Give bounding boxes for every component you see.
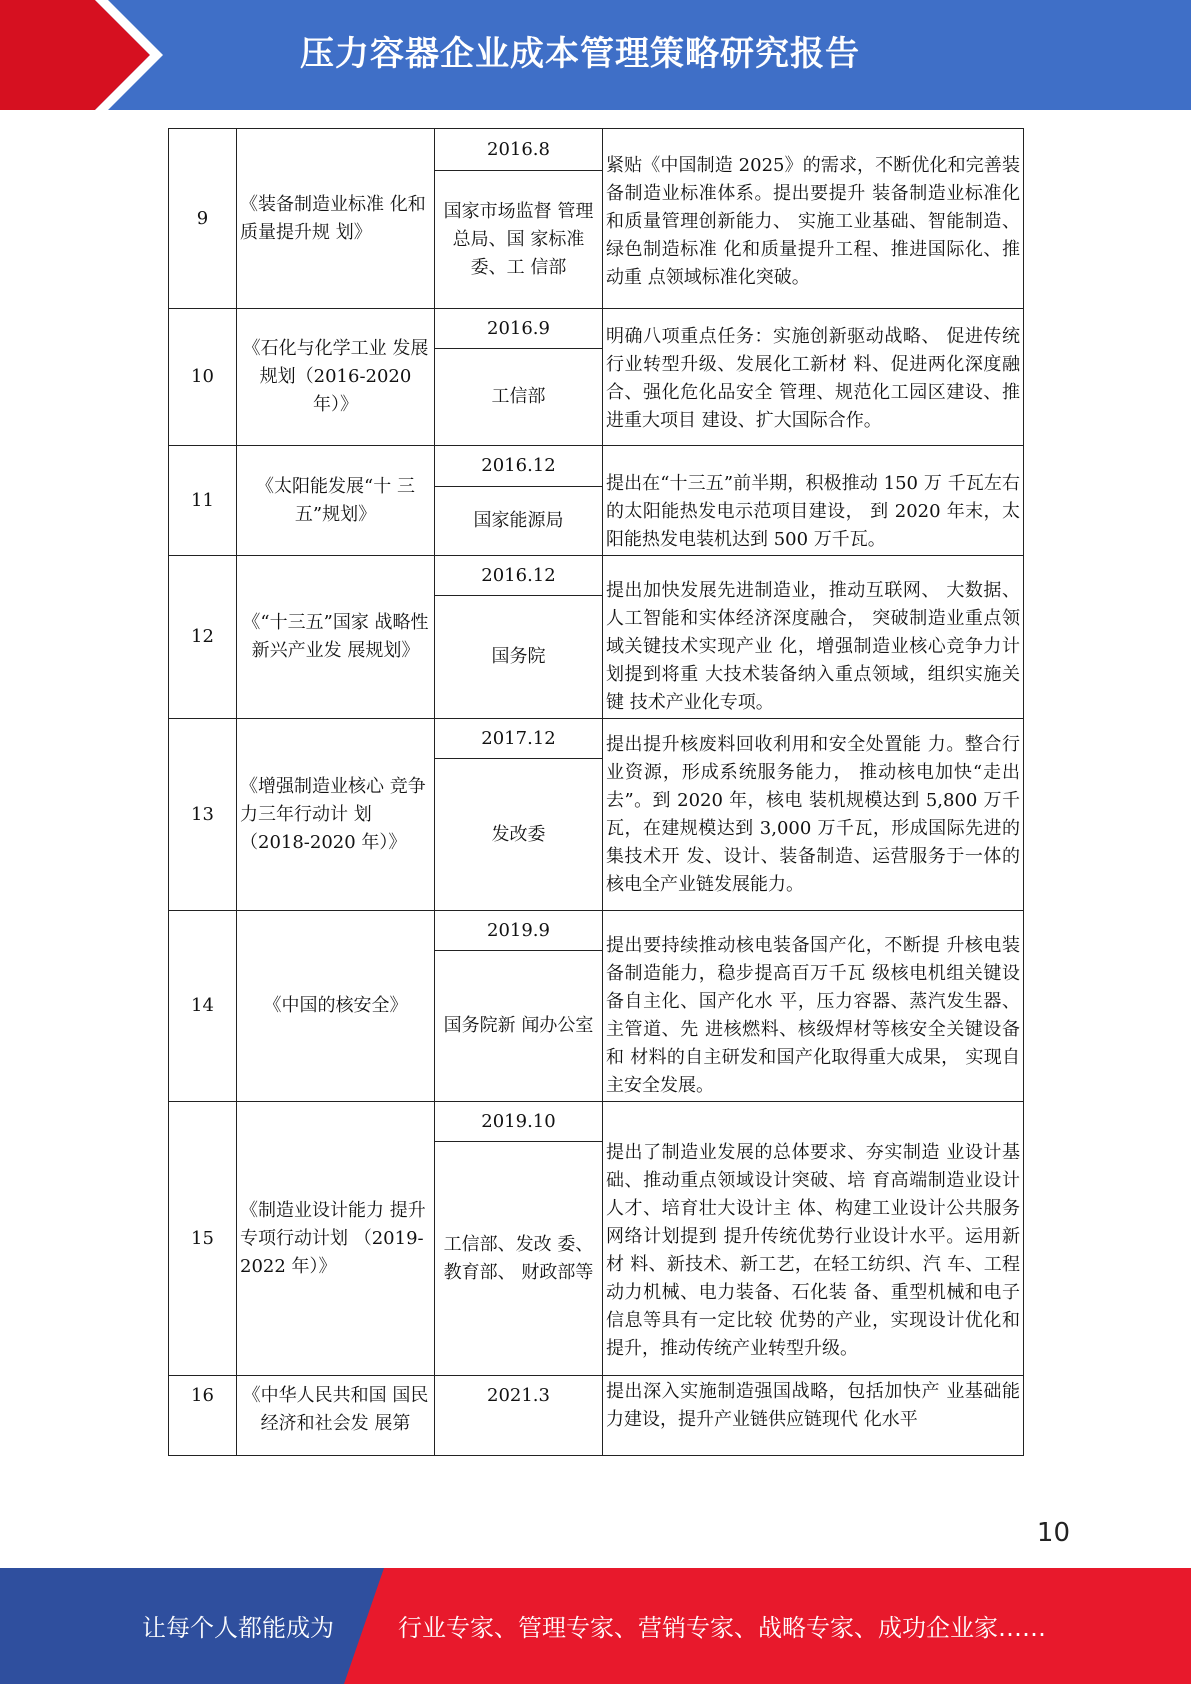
policy-name: 《石化与化学工业 发展规划（2016-2020 年）》 bbox=[237, 309, 435, 446]
policy-description: 提出要持续推动核电装备国产化，不断提 升核电装备制造能力，稳步提高百万千瓦 级核电机组关键设备自主化、国产化水 平，压力容器、蒸汽发生器、主管道、先 进核燃料、核级焊材等核安全关键设备和 材料的自主研发和国产化取得重大成果， 实现自主安全发展。 bbox=[603, 911, 1024, 1102]
policy-description: 提出了制造业发展的总体要求、夯实制造 业设计基础、推动重点领域设计突破、培 育高端制造业设计人才、培育壮大设计主 体、构建工业设计公共服务网络计划提到 提升传统优势行业设计水平。运用新材 料、新技术、新工艺，在轻工纺织、汽 车、工程动力机械、电力装备、石化装 备、重型机械和电子信息等具有一定比较 优势的产业，实现设计优化和提升，推动传统产业转型升级。 bbox=[603, 1102, 1024, 1376]
header-arrow-decoration bbox=[0, 0, 160, 110]
table-row bbox=[169, 556, 1024, 596]
policy-date: 2016.8 bbox=[435, 129, 603, 171]
policy-table-container bbox=[168, 128, 1023, 1434]
table-row bbox=[169, 1102, 1024, 1142]
row-number: 13 bbox=[169, 719, 237, 911]
policy-description: 紧贴《中国制造 2025》的需求，不断优化和完善装备制造业标准体系。提出要提升 装备制造业标准化和质量管理创新能力、 实施工业基础、智能制造、绿色制造标准 化和质量提升工程、推进国际化、推动重 点领域标准化突破。 bbox=[603, 129, 1024, 309]
policy-date: 2019.10 bbox=[435, 1102, 603, 1142]
policy-department: 国务院新 闻办公室 bbox=[435, 951, 603, 1102]
policy-department: 国家市场监督 管理总局、国 家标准委、工 信部 bbox=[435, 171, 603, 309]
table-row bbox=[169, 129, 1024, 171]
page-number: 10 bbox=[1036, 1518, 1070, 1548]
table-row bbox=[169, 719, 1024, 759]
row-number: 15 bbox=[169, 1102, 237, 1376]
policy-date: 2016.12 bbox=[435, 556, 603, 596]
row-number: 9 bbox=[169, 129, 237, 309]
report-title: 压力容器企业成本管理策略研究报告 bbox=[300, 34, 860, 74]
row-number: 10 bbox=[169, 309, 237, 446]
table-row bbox=[169, 1376, 1024, 1456]
footer-slogan-right: 行业专家、管理专家、营销专家、战略专家、成功企业家…… bbox=[398, 1614, 1046, 1642]
policy-description: 提出在“十三五”前半期，积极推动 150 万 千瓦左右的太阳能热发电示范项目建设， 到 2020 年末，太阳能热发电装机达到 500 万千瓦。 bbox=[603, 446, 1024, 556]
policy-description: 提出提升核废料回收利用和安全处置能 力。整合行业资源，形成系统服务能力， 推动核电加快“走出去”。到 2020 年，核电 装机规模达到 5,800 万千瓦，在建规模达到 3,000 万千瓦，形成国际先进的集技术开 发、设计、装备制造、运营服务于一体的 核电全产业链发展能力。 bbox=[603, 719, 1024, 911]
page-header bbox=[0, 0, 1191, 110]
policy-date: 2017.12 bbox=[435, 719, 603, 759]
policy-department: 国务院 bbox=[435, 596, 603, 719]
table-row bbox=[169, 446, 1024, 487]
policy-date: 2016.9 bbox=[435, 309, 603, 349]
policy-name: 《中国的核安全》 bbox=[237, 911, 435, 1102]
policy-date: 2016.12 bbox=[435, 446, 603, 487]
footer-slogan-left: 让每个人都能成为 bbox=[142, 1614, 334, 1642]
policy-name: 《“十三五”国家 战略性新兴产业发 展规划》 bbox=[237, 556, 435, 719]
policy-date: 2019.9 bbox=[435, 911, 603, 951]
row-number: 16 bbox=[169, 1376, 237, 1456]
page-footer bbox=[0, 1568, 1191, 1684]
policy-description: 明确八项重点任务：实施创新驱动战略、 促进传统行业转型升级、发展化工新材 料、促进两化深度融合、强化危化品安全 管理、规范化工园区建设、推进重大项目 建设、扩大国际合作。 bbox=[603, 309, 1024, 446]
policy-name: 《制造业设计能力 提升专项行动计划 （2019-2022 年）》 bbox=[237, 1102, 435, 1376]
row-number: 12 bbox=[169, 556, 237, 719]
policy-name: 《装备制造业标准 化和质量提升规 划》 bbox=[237, 129, 435, 309]
policy-description: 提出深入实施制造强国战略，包括加快产 业基础能力建设，提升产业链供应链现代 化水平 bbox=[603, 1376, 1024, 1456]
policy-department: 工信部 bbox=[435, 349, 603, 446]
policy-department: 工信部、发改 委、教育部、 财政部等 bbox=[435, 1142, 603, 1376]
policy-date: 2021.3 bbox=[435, 1376, 603, 1456]
policy-department: 发改委 bbox=[435, 759, 603, 911]
table-row bbox=[169, 309, 1024, 349]
row-number: 14 bbox=[169, 911, 237, 1102]
policy-name: 《中华人民共和国 国民经济和社会发 展第 bbox=[237, 1376, 435, 1456]
row-number: 11 bbox=[169, 446, 237, 556]
policy-name: 《增强制造业核心 竞争力三年行动计 划（2018-2020 年）》 bbox=[237, 719, 435, 911]
policy-name: 《太阳能发展“十 三五”规划》 bbox=[237, 446, 435, 556]
policy-table bbox=[168, 128, 1024, 1456]
policy-description: 提出加快发展先进制造业，推动互联网、 大数据、人工智能和实体经济深度融合， 突破制造业重点领域关键技术实现产业 化，增强制造业核心竞争力计划提到将重 大技术装备纳入重点领域，组织实施关键 技术产业化专项。 bbox=[603, 556, 1024, 719]
policy-department: 国家能源局 bbox=[435, 487, 603, 556]
table-row bbox=[169, 911, 1024, 951]
